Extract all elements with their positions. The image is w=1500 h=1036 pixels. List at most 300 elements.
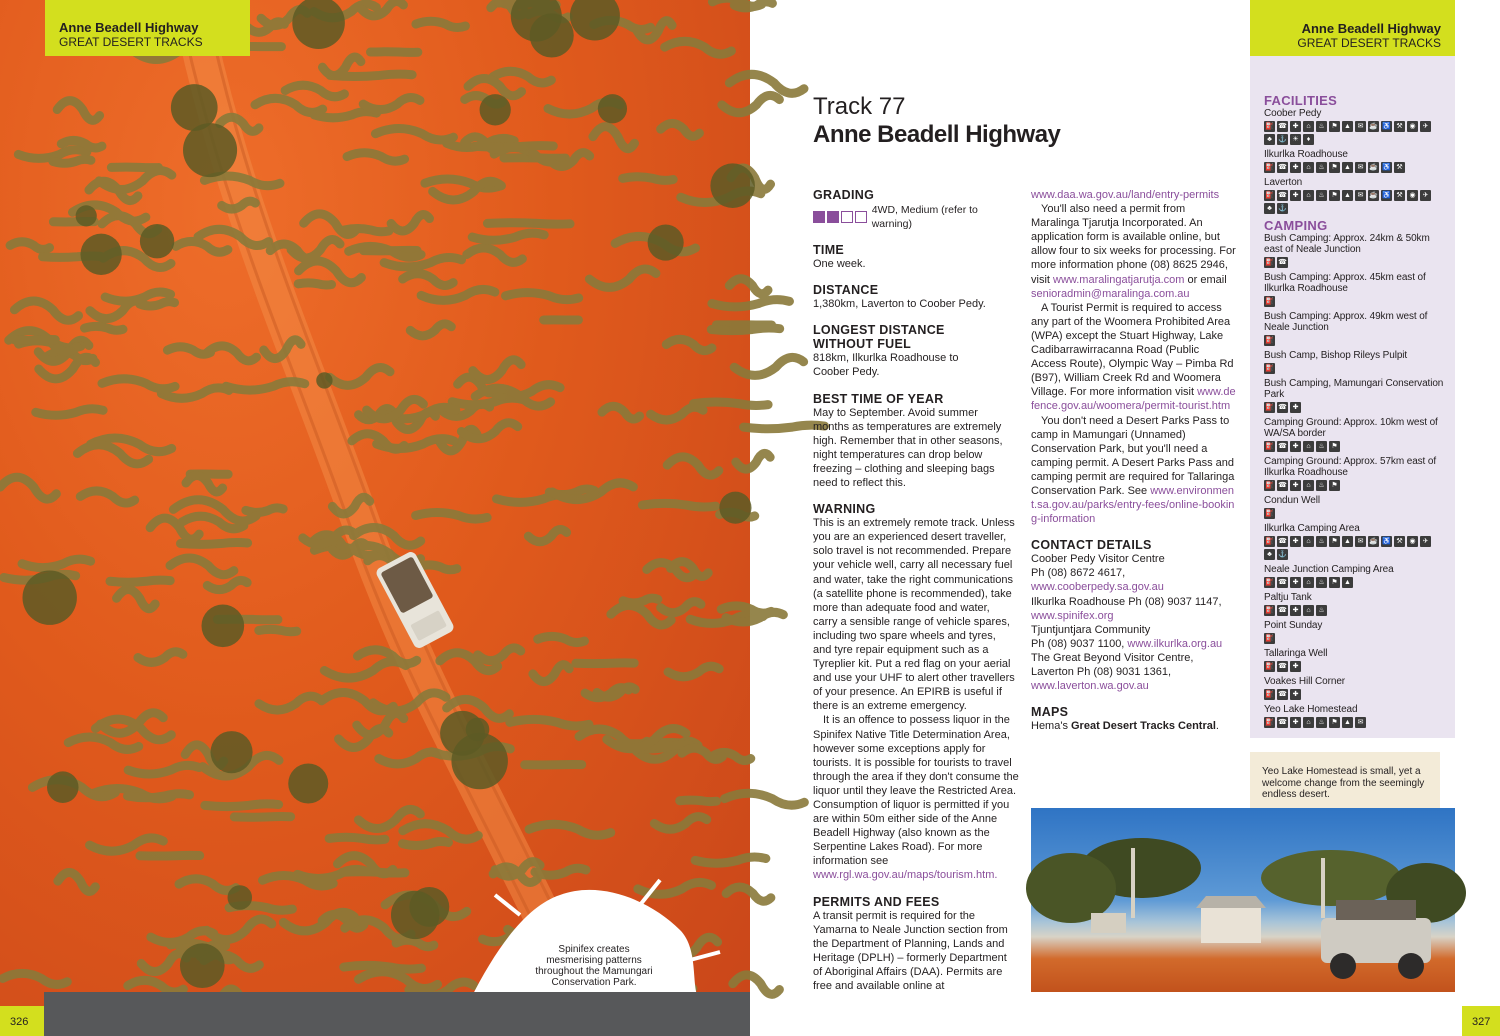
sidebar-item-label: Paltju Tank [1264, 592, 1312, 603]
spinifex-squiggle [363, 98, 420, 110]
facility-icon: ⚒ [1394, 121, 1405, 132]
warning-heading: WARNING [813, 502, 876, 517]
spinifex-squiggle [651, 407, 704, 420]
facility-icon: ⛽ [1265, 482, 1274, 489]
spinifex-squiggle [329, 837, 385, 840]
spinifex-squiggle [667, 457, 719, 475]
spinifex-squiggle [80, 491, 134, 503]
facility-icon-row [1264, 335, 1434, 346]
or-email-text: or email [1184, 273, 1227, 286]
warning-para-1: This is an extremely remote track. Unless you are an experienced desert traveller, solo travel is not recommended. Prepare your vehicle well, carry all necessary fuel and water, take the right communications (a satellite phone is recommended), take more than adequate food and water, carry a sensible range of vehicle spares, including two spare wheels and tyres, and tyre repair equipment such as a Tyreplier kit. Put a red flag on your aerial and use your UHF to alert other travellers of your presence. An EPIRB is useful if there is an extreme emergency. [813, 517, 1015, 713]
facility-icon-row [1264, 402, 1434, 413]
permits-para-3-text: A Tourist Permit is required to access any part of the Woomera Prohibited Area (WPA) except the Stuart Highway, Lake Cadibarrawirracanna Road (Public Access Route), Olympic Way – Pimba Rd (B97), William Creek Rd and Woomera Village. For more information visit [1031, 301, 1234, 399]
spinifex-squiggle [533, 665, 569, 682]
spinifex-squiggle [117, 589, 156, 608]
grading-square [813, 211, 825, 223]
sidebar-item-label: Voakes Hill Corner [1264, 676, 1346, 687]
grading-text: 4WD, Medium (refer to warning) [871, 204, 978, 231]
facility-icon: ⛽ [1265, 164, 1274, 171]
facility-icon: ⚓ [1278, 551, 1287, 558]
facility-icon: ⚑ [1329, 577, 1340, 588]
facility-icon: ⚓ [1278, 205, 1287, 212]
spinifex-squiggle [14, 301, 78, 320]
spinifex-squiggle [176, 241, 228, 252]
facility-icon: ✚ [1290, 717, 1301, 728]
facility-icon: ⛽ [1265, 443, 1274, 450]
facility-icon: ⌂ [1303, 162, 1314, 173]
sidebar-item-label: Camping Ground: Approx. 57km east of Ilkurlka Roadhouse [1264, 456, 1437, 478]
facility-icon: ☎ [1278, 719, 1287, 726]
sidebar-item-label: Tallaringa Well [1264, 648, 1328, 659]
sidebar-item-label: Laverton [1264, 177, 1303, 188]
maps-pre: Hema's [1031, 720, 1071, 733]
facility-icon: ⚒ [1394, 536, 1405, 547]
spinifex-squiggle [487, 223, 570, 224]
maps-heading: MAPS [1031, 705, 1069, 720]
facility-icon: ⚑ [1329, 480, 1340, 491]
spinifex-squiggle [726, 887, 771, 901]
facility-icon: ⚓ [1278, 136, 1287, 143]
facility-icon: ⚑ [1329, 121, 1340, 132]
grading-square [827, 211, 839, 223]
sidebar-item-label: Bush Camping: Approx. 49km west of Neale Junction [1264, 311, 1428, 333]
facility-icon: ✉ [1355, 190, 1366, 201]
facility-icon: ☕ [1369, 192, 1378, 199]
facility-icon: ▲ [1342, 162, 1353, 173]
spinifex-squiggle [525, 765, 582, 766]
spinifex-squiggle [85, 326, 123, 330]
facility-icon: ⚒ [1394, 190, 1405, 201]
facility-icon: ⛽ [1265, 579, 1274, 586]
grading-square [841, 211, 853, 223]
time-text: One week. [813, 258, 866, 271]
spinifex-squiggle [403, 274, 454, 286]
spinifex-squiggle [729, 74, 804, 93]
spinifex-squiggle [140, 855, 200, 856]
spinifex-squiggle [141, 954, 186, 972]
yeo-lake-homestead-photo [1031, 808, 1455, 992]
facility-icon: ⚒ [1394, 162, 1405, 173]
facility-icon: ♨ [1316, 121, 1327, 132]
facility-icon: ⛽ [1265, 123, 1274, 130]
left-running-header [45, 0, 250, 56]
laverton-link[interactable]: www.laverton.wa.gov.au [1031, 680, 1149, 693]
spinifex-squiggle [0, 477, 56, 499]
facility-icon: ⛽ [1265, 538, 1274, 545]
spinifex-squiggle [403, 824, 478, 840]
shrub [201, 604, 244, 647]
facility-icon: ✚ [1290, 480, 1301, 491]
facility-icon: ▲ [1342, 121, 1353, 132]
facility-icon: ▲ [1342, 717, 1353, 728]
spinifex-squiggle [207, 580, 247, 589]
shrub [710, 163, 755, 208]
spinifex-squiggle [375, 128, 453, 139]
spinifex-squiggle [665, 41, 732, 54]
facility-icon: ♨ [1316, 717, 1327, 728]
facility-icon: ☎ [1278, 663, 1287, 670]
spinifex-squiggle [506, 293, 579, 300]
spinifex-squiggle [322, 693, 394, 711]
facility-icon: ✚ [1290, 577, 1301, 588]
spinifex-squiggle [53, 159, 91, 163]
facility-icon: ☕ [1369, 538, 1378, 545]
header-title: Anne Beadell Highway [1301, 21, 1441, 36]
facility-icon-row [1264, 536, 1434, 560]
facility-icon-row [1264, 689, 1434, 700]
spinifex-squiggle [734, 2, 772, 8]
grading-indicator [813, 203, 1020, 231]
header-subtitle: GREAT DESERT TRACKS [59, 35, 203, 49]
facility-icon: ⌂ [1303, 577, 1314, 588]
shrub [80, 234, 121, 275]
facility-icon: ⚑ [1329, 162, 1340, 173]
spinifex-squiggle [734, 357, 803, 375]
spinifex-squiggle [285, 85, 344, 96]
shrub [570, 0, 620, 41]
sidebar-item-label: Ilkurlka Camping Area [1264, 523, 1360, 534]
facility-icon: ✉ [1355, 162, 1366, 173]
facility-icon: ⌂ [1303, 480, 1314, 491]
contact-heading: CONTACT DETAILS [1031, 538, 1152, 553]
maps-text [1031, 719, 1236, 733]
spinifex-squiggle [467, 248, 523, 262]
facility-icon: ✚ [1290, 661, 1301, 672]
facilities-heading: FACILITIES [1264, 93, 1338, 108]
spinifex-squiggle [473, 360, 521, 380]
facility-icon: ♨ [1316, 190, 1327, 201]
facility-icon: ☎ [1278, 607, 1287, 614]
spinifex-squiggle [736, 453, 770, 469]
facility-icon: ⌂ [1303, 605, 1314, 616]
shrub [391, 891, 439, 939]
facilities-sidebar [1250, 56, 1455, 738]
facility-icon: ♣ [1264, 203, 1275, 214]
facility-icon: ☎ [1278, 579, 1287, 586]
facility-icon-row [1264, 661, 1434, 672]
facility-icon-row [1264, 296, 1434, 307]
shrub [288, 764, 328, 804]
shrub [228, 885, 253, 910]
facility-icon-row [1264, 190, 1434, 214]
maps-title: Great Desert Tracks Central [1071, 720, 1216, 733]
facility-icon: ◉ [1407, 190, 1418, 201]
shrub [440, 711, 485, 756]
info-column-1 [813, 188, 1020, 993]
homestead-illustration [1031, 808, 1455, 992]
spinifex-squiggle [246, 508, 283, 513]
spinifex-squiggle [680, 800, 717, 802]
spinifex-squiggle [259, 629, 297, 631]
facility-icon: ✚ [1290, 536, 1301, 547]
spinifex-squiggle [58, 872, 95, 891]
spinifex-squiggle [347, 153, 404, 161]
facility-icon: ♨ [1316, 162, 1327, 173]
facility-icon: ☀ [1290, 134, 1301, 145]
facility-icon: ◉ [1407, 536, 1418, 547]
facility-icon: ⚑ [1329, 190, 1340, 201]
ilkurlka-link[interactable]: www.ilkurlka.org.au [1127, 637, 1223, 650]
spinifex-squiggle [179, 879, 236, 891]
spinifex-squiggle [255, 98, 323, 112]
shrub [183, 123, 237, 177]
spinifex-squiggle [324, 662, 405, 678]
spinifex-squiggle [529, 824, 611, 835]
spinifex-squiggle [472, 233, 544, 240]
facility-icon: ⛽ [1265, 259, 1274, 266]
spinifex-squiggle [167, 347, 210, 354]
facility-icon-row [1264, 605, 1434, 616]
sidebar-item-label: Ilkurlka Roadhouse [1264, 149, 1348, 160]
spinifex-squiggle [68, 737, 138, 749]
permits-para-2 [1031, 202, 1236, 301]
sidebar-item-label: Point Sunday [1264, 620, 1323, 631]
shrub [598, 94, 627, 123]
facility-icon: ⌂ [1303, 441, 1314, 452]
spinifex-squiggle [695, 857, 766, 863]
facility-icon: ☎ [1278, 164, 1287, 171]
shrub [47, 771, 79, 803]
facility-icon: ⛽ [1265, 510, 1274, 517]
facility-icon: ♨ [1316, 536, 1327, 547]
contact-line: Ph (08) 8672 4617, [1031, 567, 1126, 580]
spinifex-squiggle [416, 513, 488, 520]
distance-text: 1,380km, Laverton to Coober Pedy. [813, 298, 986, 311]
spinifex-squiggle [384, 258, 461, 267]
facility-icon: ☎ [1278, 482, 1287, 489]
bottom-strip [44, 992, 750, 1036]
facility-icon: ✚ [1290, 121, 1301, 132]
environment-sa-link[interactable]: www.environment.sa.gov.au/parks/entry-fees/online-booking-information [1031, 484, 1235, 526]
spinifex-squiggle [391, 215, 429, 231]
spinifex-squiggle [410, 324, 451, 336]
shrub [292, 0, 345, 49]
facility-icon: ⛽ [1265, 663, 1274, 670]
facility-icon: ♿ [1382, 192, 1391, 199]
spinifex-squiggle [128, 765, 199, 774]
right-running-header [1250, 0, 1455, 56]
liquor-link[interactable]: www.rgl.wa.gov.au/maps/tourism.htm. [813, 869, 998, 882]
cooberpedy-link[interactable]: www.cooberpedy.sa.gov.au [1031, 581, 1164, 594]
track-number: Track 77 [813, 93, 906, 120]
shrub [140, 224, 174, 258]
distance-heading: DISTANCE [813, 283, 879, 298]
facility-icon: ⌂ [1303, 190, 1314, 201]
facility-icon-row [1264, 441, 1434, 452]
facility-icon: ⛽ [1265, 192, 1274, 199]
spinifex-squiggle [128, 794, 190, 798]
spinifex-squiggle [654, 817, 706, 830]
facility-icon-row [1264, 121, 1434, 145]
sidebar-item-label: Bush Camping: Approx. 45km east of Ilkurlka Roadhouse [1264, 272, 1426, 294]
facility-icon: ♨ [1316, 577, 1327, 588]
facility-icon: ⚑ [1329, 441, 1340, 452]
spinifex-squiggle [170, 558, 234, 575]
facility-icon: ☕ [1369, 123, 1378, 130]
spinifex-squiggle [3, 973, 67, 984]
shrub [316, 372, 332, 388]
woomera-link[interactable]: www.defence.gov.au/woomera/permit-tourist.htm [1031, 386, 1236, 413]
contact-line: The Great Beyond Visitor Centre, [1031, 651, 1194, 664]
spinifex-squiggle [623, 598, 658, 603]
header-subtitle: GREAT DESERT TRACKS [1297, 36, 1441, 50]
camping-heading: CAMPING [1264, 218, 1328, 233]
contact-line-with-link [1031, 637, 1236, 651]
spinifex-squiggle [576, 663, 634, 664]
facility-icon: ☎ [1278, 443, 1287, 450]
sidebar-item-label: Camping Ground: Approx. 10km west of WA/SA border [1264, 417, 1438, 439]
grading-square [855, 211, 867, 223]
spinifex-squiggle [357, 713, 404, 734]
facility-icon: ♿ [1382, 538, 1391, 545]
spinifex-squiggle [729, 279, 768, 294]
spinifex-squiggle [538, 636, 585, 642]
spinifex-squiggle [180, 542, 247, 544]
maps-post: . [1215, 720, 1219, 733]
facility-icon: ✚ [1290, 605, 1301, 616]
spinifex-squiggle [151, 931, 214, 943]
longest-distance-heading: LONGEST DISTANCE WITHOUT FUEL [813, 323, 945, 352]
spinifex-squiggle [661, 602, 701, 613]
facility-icon: ▲ [1342, 190, 1353, 201]
shrub [180, 943, 225, 988]
spinifex-squiggle [535, 868, 586, 875]
shrub [648, 225, 684, 261]
facility-icon: ☎ [1278, 123, 1287, 130]
photo-caption: Spinifex creates mesmerising patterns throughout the Mamungari Conservation Park. [535, 944, 653, 988]
facility-icon: ✉ [1355, 717, 1366, 728]
facility-icon: ♨ [1316, 605, 1327, 616]
grading-heading: GRADING [813, 188, 875, 202]
permits-para-3 [1031, 301, 1236, 414]
spinifex-squiggle [57, 101, 99, 121]
spinifex-squiggle [234, 817, 290, 818]
longest-distance-text: 818km, Ilkurlka Roadhouse to Coober Pedy. [813, 352, 959, 379]
facility-icon-row [1264, 257, 1434, 268]
spinifex-squiggle [602, 406, 640, 419]
facility-icon-row [1264, 480, 1434, 491]
facility-icon: ✈ [1420, 121, 1431, 132]
spinifex-squiggle [589, 269, 656, 287]
spinifex-squiggle [259, 696, 320, 710]
facility-icon: ✈ [1420, 190, 1431, 201]
maralinga-email-link[interactable]: senioradmin@maralinga.com.au [1031, 287, 1190, 300]
sidebar-item-label: Bush Camp, Bishop Rileys Pulpit [1264, 350, 1408, 361]
spinifex-squiggle [102, 379, 175, 389]
facility-icon: ♦ [1303, 134, 1314, 145]
shrub [530, 13, 574, 57]
spinifex-squiggle [22, 559, 91, 568]
contact-line: Ph (08) 9037 1100, [1031, 637, 1128, 650]
facility-icon: ⛽ [1265, 719, 1274, 726]
facility-icon: ⛽ [1265, 691, 1274, 698]
facility-icon: ☎ [1278, 538, 1287, 545]
permits-para-1: A transit permit is required for the Yamarna to Neale Junction section from the Department of Planning, Lands and Heritage (DPLH) – formerly Department of Aboriginal Affairs (DAA). Permits are free and available online at [813, 909, 1008, 993]
spinifex-squiggle [724, 793, 804, 805]
sidebar-item-label: Coober Pedy [1264, 108, 1322, 119]
sidebar-item-label: Neale Junction Camping Area [1264, 564, 1394, 575]
facility-icon: ✚ [1290, 162, 1301, 173]
shrub [76, 205, 97, 226]
facility-icon: ⛽ [1265, 365, 1274, 372]
facility-icon: ✚ [1290, 402, 1301, 413]
page-number-left: 326 [0, 1006, 44, 1036]
facility-icon: ✉ [1355, 121, 1366, 132]
spinifex-squiggle [110, 580, 170, 582]
facility-icon-row [1264, 363, 1434, 374]
spinifex-squiggle [403, 841, 449, 845]
spinifex-squiggle [10, 242, 49, 250]
permits-para-2-text: You'll also need a permit from Maralinga Tjarutja Incorporated. An application form is available online, but allow four to six weeks for processing. For more information phone (08) 8625 2946, visit [1031, 203, 1236, 286]
facility-icon: ♣ [1264, 549, 1275, 560]
spinifex-link[interactable]: www.spinifex.org [1031, 609, 1114, 622]
spinifex-squiggle [694, 402, 769, 405]
spinifex-squiggle [344, 228, 389, 231]
facility-icon: ♣ [1264, 134, 1275, 145]
facility-icon: ☕ [1369, 164, 1378, 171]
warning-para-2-text: It is an offence to possess liquor in the Spinifex Native Title Determination Area, however some exceptions apply for tourists. It is possible for tourists to travel through the area if they don't consume the liquor until they leave the Restricted Area. Consumption of liquor is permitted if you are within 50m either side of the Anne Beadell Highway (also known as the Serpentine Lakes Road). For more information see [813, 714, 1019, 868]
contact-line: Coober Pedy Visitor Centre [1031, 553, 1165, 566]
facility-icon: ✉ [1355, 536, 1366, 547]
facility-icon: ▲ [1342, 536, 1353, 547]
spinifex-squiggle [205, 804, 279, 807]
spinifex-squiggle [421, 289, 495, 300]
sidebar-item-label: Bush Camping: Approx. 24km & 50km east of Neale Junction [1264, 233, 1430, 255]
spinifex-squiggle [358, 972, 437, 989]
spinifex-squiggle [478, 648, 521, 661]
permits-heading: PERMITS AND FEES [813, 894, 940, 909]
facility-icon-row [1264, 717, 1434, 728]
shrub [719, 492, 751, 524]
facility-icon: ⛽ [1265, 635, 1274, 642]
facility-icon: ♿ [1382, 123, 1391, 130]
facility-icon: ♿ [1382, 164, 1391, 171]
facility-icon-row [1264, 633, 1434, 644]
facility-icon: ✚ [1290, 190, 1301, 201]
facility-icon: ⚑ [1329, 717, 1340, 728]
sidebar-item-label: Condun Well [1264, 495, 1320, 506]
spinifex-squiggle [128, 980, 184, 992]
facility-icon: ⛽ [1265, 298, 1274, 305]
facility-icon: ⚑ [1329, 536, 1340, 547]
facility-icon: ✚ [1290, 441, 1301, 452]
facilities-list [1264, 108, 1447, 214]
spinifex-squiggle [661, 123, 700, 136]
maralinga-link[interactable]: www.maralingatjarutja.com [1053, 273, 1185, 286]
warning-para-2 [813, 713, 1019, 882]
spinifex-squiggle [593, 127, 635, 149]
page-number-right: 327 [1462, 1006, 1500, 1036]
facility-icon: ♨ [1316, 480, 1327, 491]
facility-icon: ✚ [1290, 689, 1301, 700]
facility-icon-row [1264, 577, 1434, 588]
daa-permit-link[interactable]: www.daa.wa.gov.au/land/entry-permits [1031, 189, 1220, 201]
spinifex-squiggle [642, 503, 715, 507]
facility-icon: ⌂ [1303, 536, 1314, 547]
facility-icon: ⛽ [1265, 337, 1274, 344]
spinifex-squiggle [528, 529, 566, 541]
facility-icon: ⌂ [1303, 121, 1314, 132]
facility-icon: ✈ [1420, 536, 1431, 547]
best-time-text: May to September. Avoid summer months as temperatures are extremely high. Remember that in other seasons, night temperatures can drop below freezing – clothing and sleeping bags need to reflect this. [813, 406, 1003, 490]
spinifex-squiggle [416, 21, 466, 27]
shrub [23, 571, 77, 625]
contact-line: Laverton Ph (08) 9031 1361, [1031, 666, 1172, 678]
spinifex-squiggle [668, 666, 719, 677]
facility-icon: ♨ [1316, 441, 1327, 452]
track-title: Anne Beadell Highway [813, 121, 1061, 148]
camping-list [1264, 233, 1447, 728]
